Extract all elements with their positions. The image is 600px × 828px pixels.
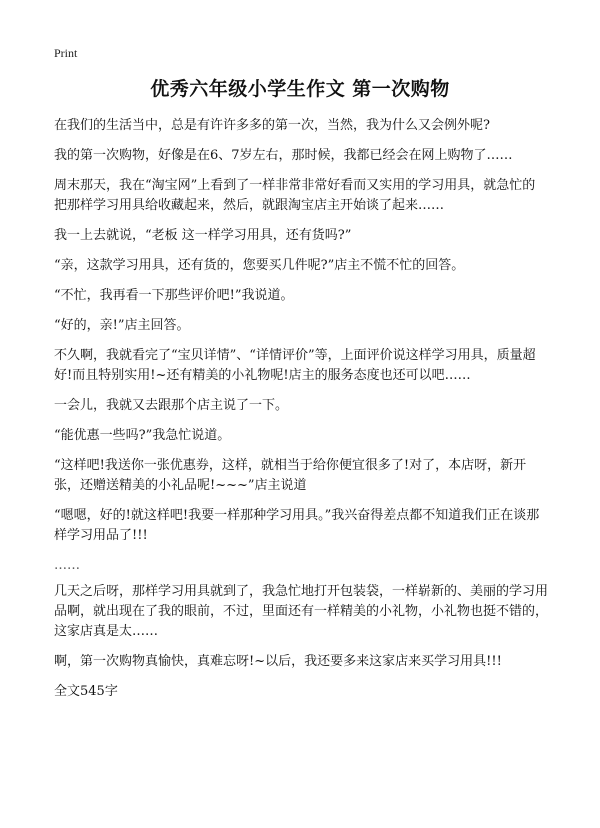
paragraph: 我的第一次购物，好像是在6、7岁左右，那时候，我都已经会在网上购物了……	[54, 148, 513, 163]
paragraph: “好的，亲!”店主回答。	[54, 318, 190, 333]
page-title: 优秀六年级小学生作文 第一次购物	[150, 78, 450, 100]
paragraph: 我一上去就说，“老板 这一样学习用具，还有货吗?”	[54, 228, 352, 243]
print-link[interactable]: Print	[54, 46, 78, 60]
paragraph: 不久啊，我就看完了“宝贝详情”、“详情评价”等，上面评价说这样学习用具，质量超好!而且特别实用!~还有精美的小礼物呢!店主的服务态度也还可以吧……	[54, 348, 536, 383]
paragraph: 一会儿，我就又去跟那个店主说了一下。	[54, 398, 289, 413]
paragraph: “这样吧!我送你一张优惠券，这样，就相当于给你便宜很多了!对了，本店呀，新开张，还赠送精美的小礼品呢!~~~”店主说道	[54, 458, 527, 493]
paragraph: “嗯嗯，好的!就这样吧!我要一样那种学习用具。”我兴奋得差点都不知道我们正在谈那样学习用品了!!!	[54, 508, 540, 543]
paragraph: “亲，这款学习用具，还有货的，您要买几件呢?”店主不慌不忙的回答。	[54, 258, 465, 273]
essay-body	[54, 116, 548, 712]
paragraph: 几天之后呀，那样学习用具就到了，我急忙地打开包装袋，一样崭新的、美丽的学习用品啊，就出现在了我的眼前，不过，里面还有一样精美的小礼物，小礼物也挺不错的，这家店真是太……	[54, 584, 549, 639]
paragraph: “能优惠一些吗?”我急忙说道。	[54, 428, 231, 443]
paragraph: 周末那天，我在“淘宝网”上看到了一样非常非常好看而又实用的学习用具，就急忙的把那样学习用具给收藏起来，然后，就跟淘宝店主开始谈了起来……	[54, 178, 536, 213]
word-count: 全文545字	[54, 684, 118, 699]
paragraph: 在我们的生活当中，总是有许许多多的第一次，当然，我为什么又会例外呢?	[54, 118, 490, 133]
paragraph: 啊，第一次购物真愉快，真难忘呀!~以后，我还要多来这家店来买学习用具!!!	[54, 654, 502, 669]
paragraph: “不忙，我再看一下那些评价吧!”我说道。	[54, 288, 294, 303]
ellipsis-separator: ……	[54, 558, 80, 573]
